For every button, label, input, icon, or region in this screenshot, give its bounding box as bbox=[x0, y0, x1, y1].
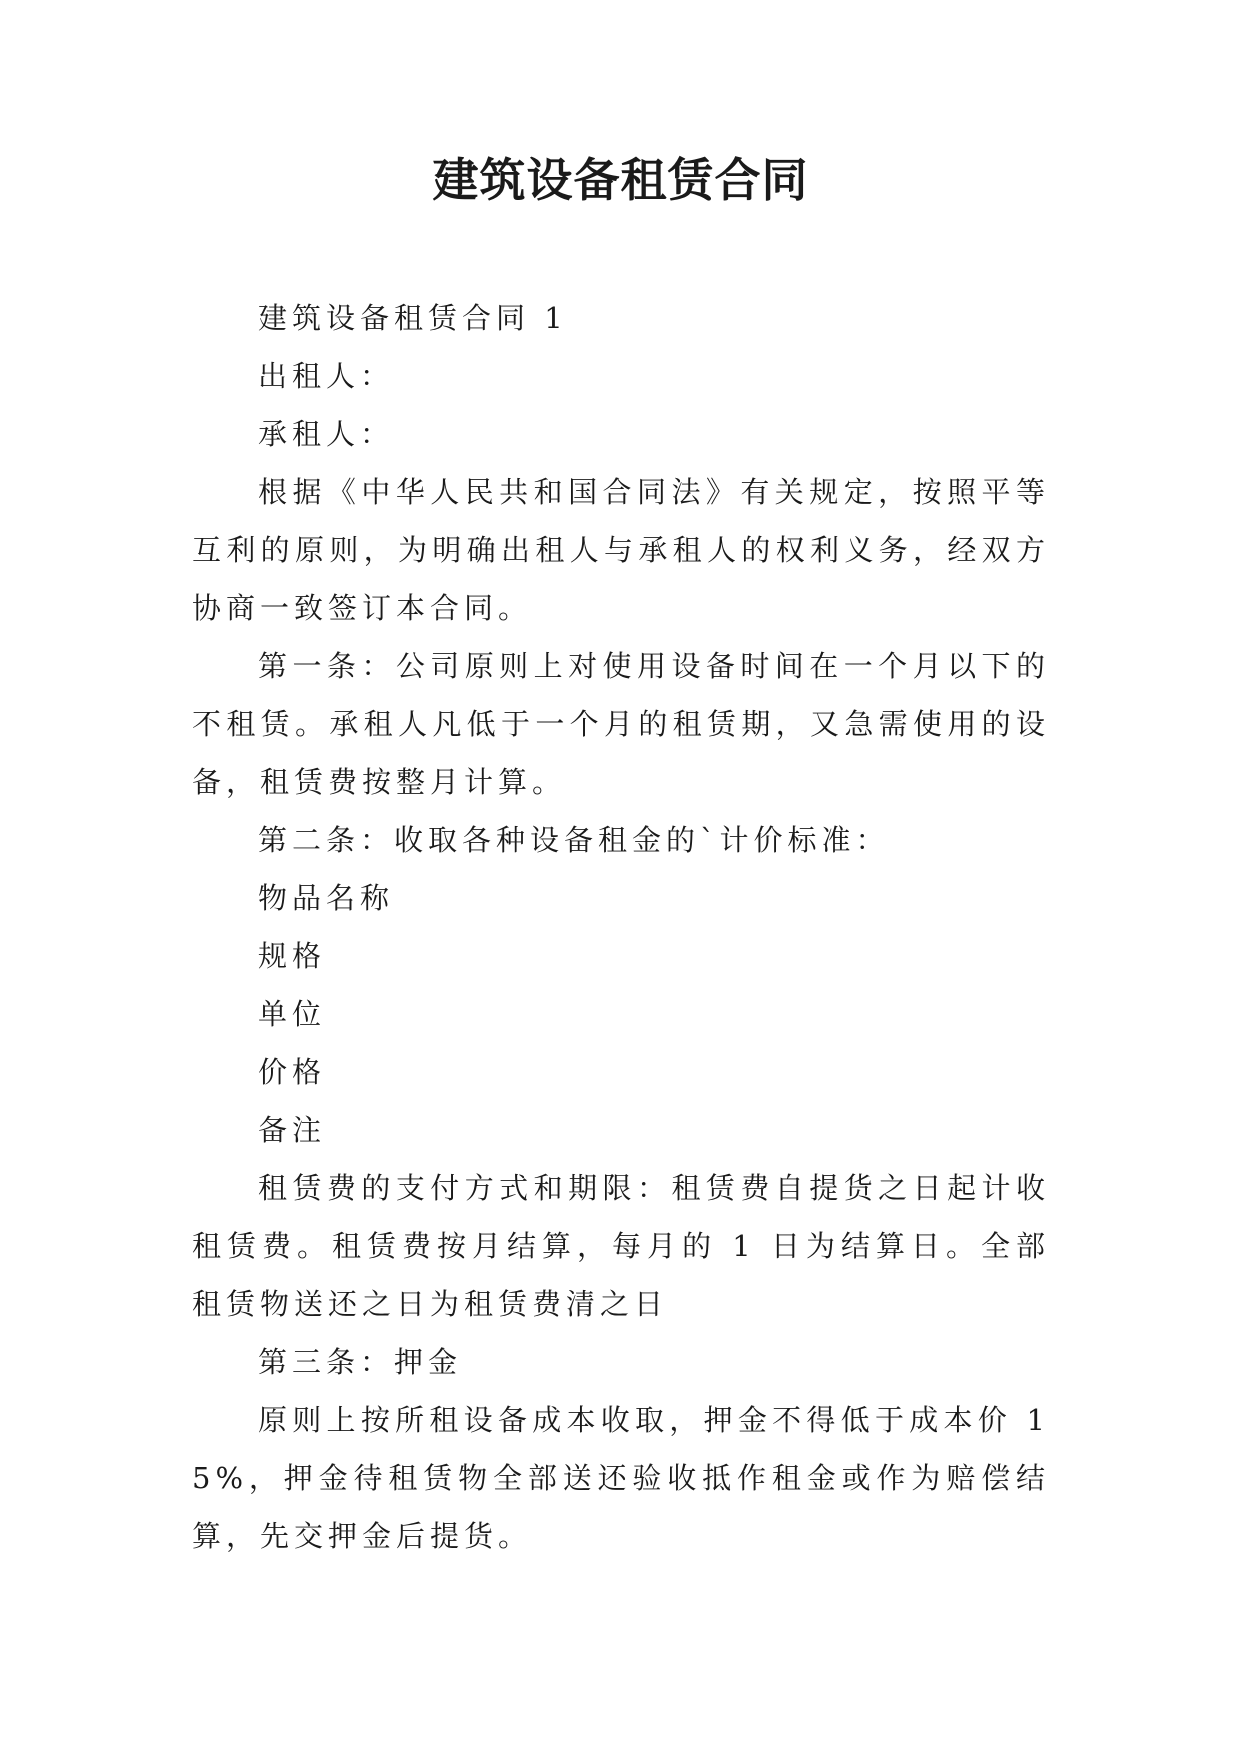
lessor-line: 出租人： bbox=[258, 359, 395, 393]
document-title: 建筑设备租赁合同 bbox=[432, 153, 809, 207]
payment-terms-paragraph: 租赁费的支付方式和期限：租赁费自提货之日起计收租赁费。租赁费按月结算，每月的 1 日为结算日。全部租赁物送还之日为租赁费清之日 bbox=[192, 1171, 1050, 1321]
price-field-unit: 单位 bbox=[258, 997, 327, 1031]
deposit-paragraph: 原则上按所租设备成本收取，押金不得低于成本价 15%，押金待租赁物全部送还验收抵作租金或作为赔偿结算，先交押金后提货。 bbox=[192, 1403, 1050, 1553]
price-field-item-name: 物品名称 bbox=[258, 881, 395, 915]
lessee-line: 承租人： bbox=[258, 417, 395, 451]
preamble-paragraph: 根据《中华人民共和国合同法》有关规定，按照平等互利的原则，为明确出租人与承租人的权利义务，经双方协商一致签订本合同。 bbox=[192, 475, 1050, 625]
contract-heading-line: 建筑设备租赁合同 1 bbox=[258, 301, 568, 335]
price-field-price: 价格 bbox=[258, 1055, 327, 1089]
article-2-heading: 第二条：收取各种设备租金的`计价标准： bbox=[258, 823, 890, 857]
price-field-remark: 备注 bbox=[258, 1113, 327, 1147]
article-3-heading: 第三条：押金 bbox=[258, 1345, 463, 1379]
article-1-paragraph: 第一条：公司原则上对使用设备时间在一个月以下的不租赁。承租人凡低于一个月的租赁期，又急需使用的设备，租赁费按整月计算。 bbox=[192, 649, 1050, 799]
price-field-spec: 规格 bbox=[258, 939, 327, 973]
document-body bbox=[192, 289, 1050, 1565]
